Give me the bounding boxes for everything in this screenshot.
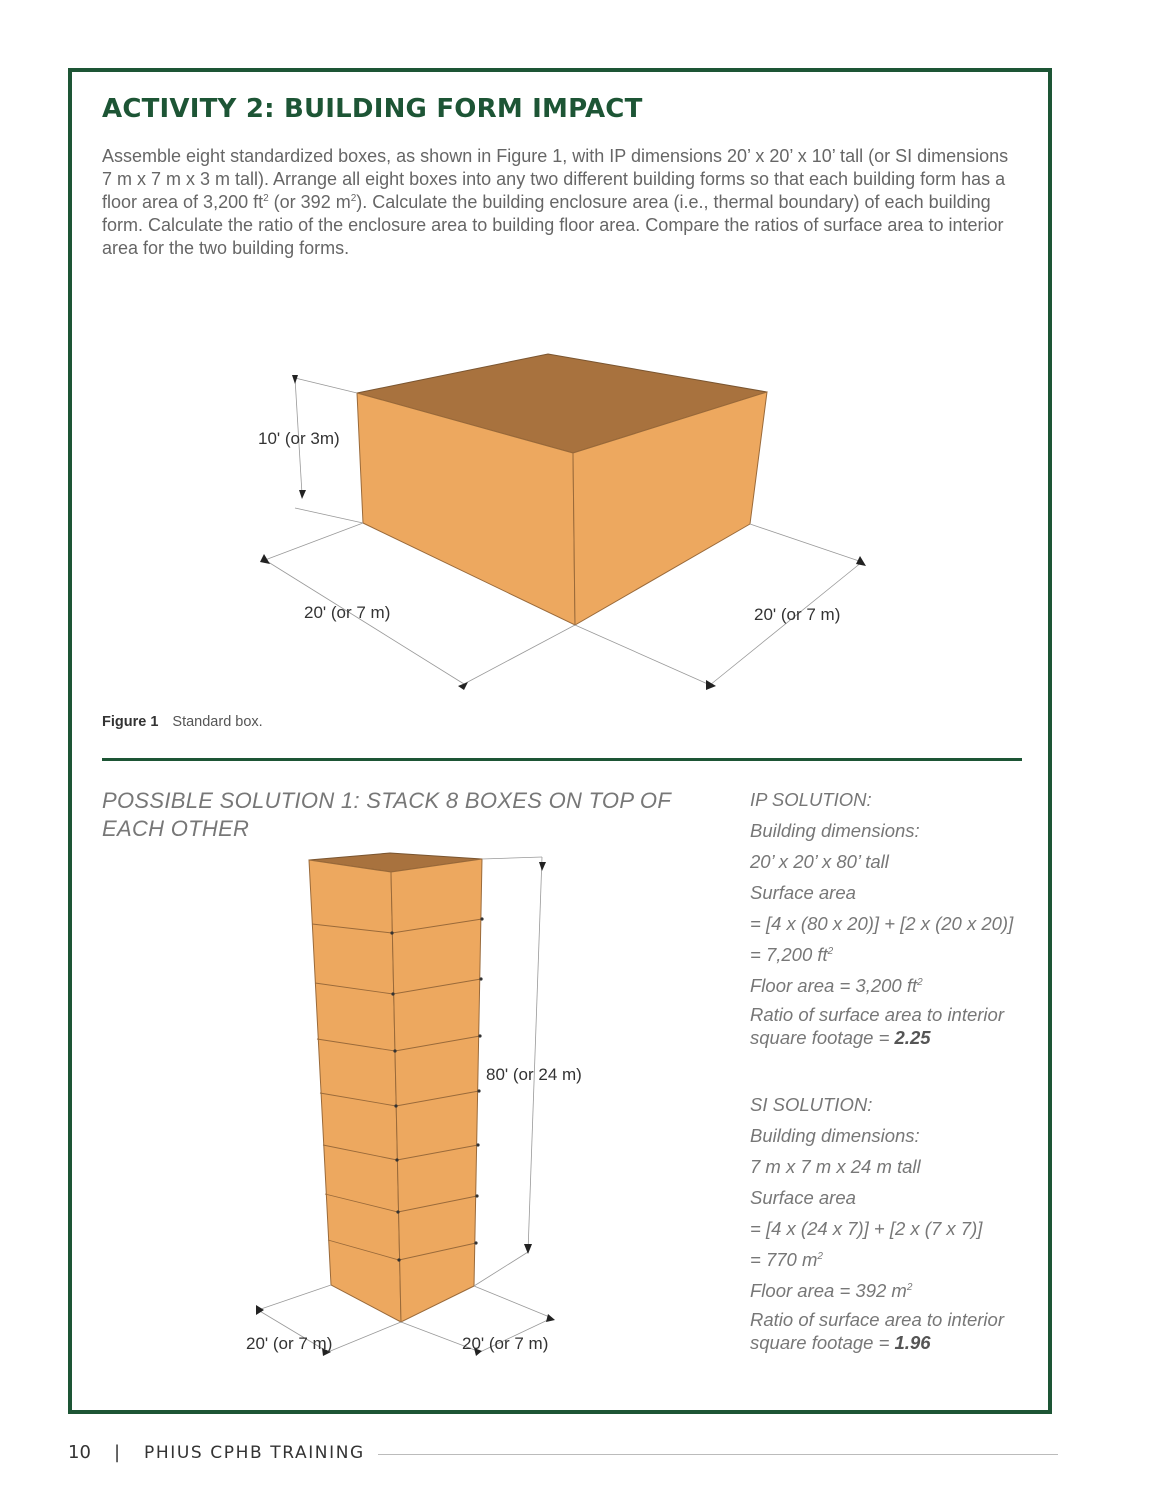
activity-intro: Assemble eight standardized boxes, as shown in Figure 1, with IP dimensions 20’ x 20’ x 10’ tall (or SI dimensions 7 m x 7 m x 3 m tall). Arrange all eight boxes into any two different building forms so that each building form has a floor area of 3,200 $ft^2$ (or 392 $m^2$). Calculate the building enclosure area (i.e., thermal boundary) of each building form. Calculate the ratio of the enclosure area to building floor area. Compare the ratios of surface area to interior area for the two building forms.	[102, 146, 1009, 258]
si-ratio: Ratio of surface area to interior square footage = 1.96	[750, 1309, 1004, 1353]
footer-separator: |	[114, 1442, 121, 1463]
ip-surface-formula: = [4 x (80 x 20)] + [2 x (20 x 20)]	[750, 913, 1014, 934]
ip-ratio-value: 2.25	[894, 1027, 931, 1048]
tower-height-label: 80' (or 24 m)	[486, 1065, 582, 1084]
ip-ratio: Ratio of surface area to interior square footage = 2.25	[750, 1004, 1004, 1048]
si-dims-label: Building dimensions:	[750, 1125, 920, 1146]
solution1-answers	[750, 786, 1040, 1374]
si-surface-formula: = [4 x (24 x 7)] + [2 x (7 x 7)]	[750, 1218, 983, 1239]
ip-heading: IP SOLUTION:	[750, 789, 872, 810]
section-divider	[102, 758, 1022, 761]
figure1-height-label: 10' (or 3m)	[258, 429, 340, 448]
tower-left-label: 20' (or 7 m)	[246, 1334, 333, 1353]
tower-right-label: 20' (or 7 m)	[462, 1334, 549, 1353]
ip-floor-area: Floor area = 3,200 $ft^2$	[750, 975, 923, 996]
ip-dims: 20’ x 20’ x 80’ tall	[750, 851, 889, 872]
page-number: 10	[68, 1442, 91, 1463]
si-dims: 7 m x 7 m x 24 m tall	[750, 1156, 921, 1177]
ip-surface-label: Surface area	[750, 882, 856, 903]
si-floor-area: Floor area = 392 $m^2$	[750, 1280, 913, 1301]
tower-right-face	[391, 859, 482, 1322]
solution1-title: POSSIBLE SOLUTION 1: STACK 8 BOXES ON TOP OF EACH OTHER	[102, 788, 671, 841]
tower-left-face	[309, 860, 401, 1322]
figure1-right-label: 20' (or 7 m)	[754, 605, 841, 624]
footer-rule	[378, 1454, 1058, 1455]
si-heading: SI SOLUTION:	[750, 1094, 873, 1115]
si-surface-value: = 770 $m^2$	[750, 1249, 823, 1270]
si-surface-label: Surface area	[750, 1187, 856, 1208]
figure1-caption-text: Standard box.	[172, 714, 263, 730]
ip-dims-label: Building dimensions:	[750, 820, 920, 841]
si-ratio-value: 1.96	[894, 1332, 931, 1353]
ip-surface-value: = 7,200 $ft^2$	[750, 944, 834, 965]
figure1-box-diagram	[240, 340, 880, 700]
solution1-tower-diagram	[230, 840, 590, 1360]
footer-label: PHIUS CPHB TRAINING	[144, 1443, 365, 1463]
figure1-box	[357, 354, 767, 625]
activity-title: ACTIVITY 2: BUILDING FORM IMPACT	[102, 94, 643, 124]
figure1-caption	[102, 714, 263, 730]
figure1-caption-number: Figure 1	[102, 714, 159, 730]
figure1-left-label: 20' (or 7 m)	[304, 603, 391, 622]
